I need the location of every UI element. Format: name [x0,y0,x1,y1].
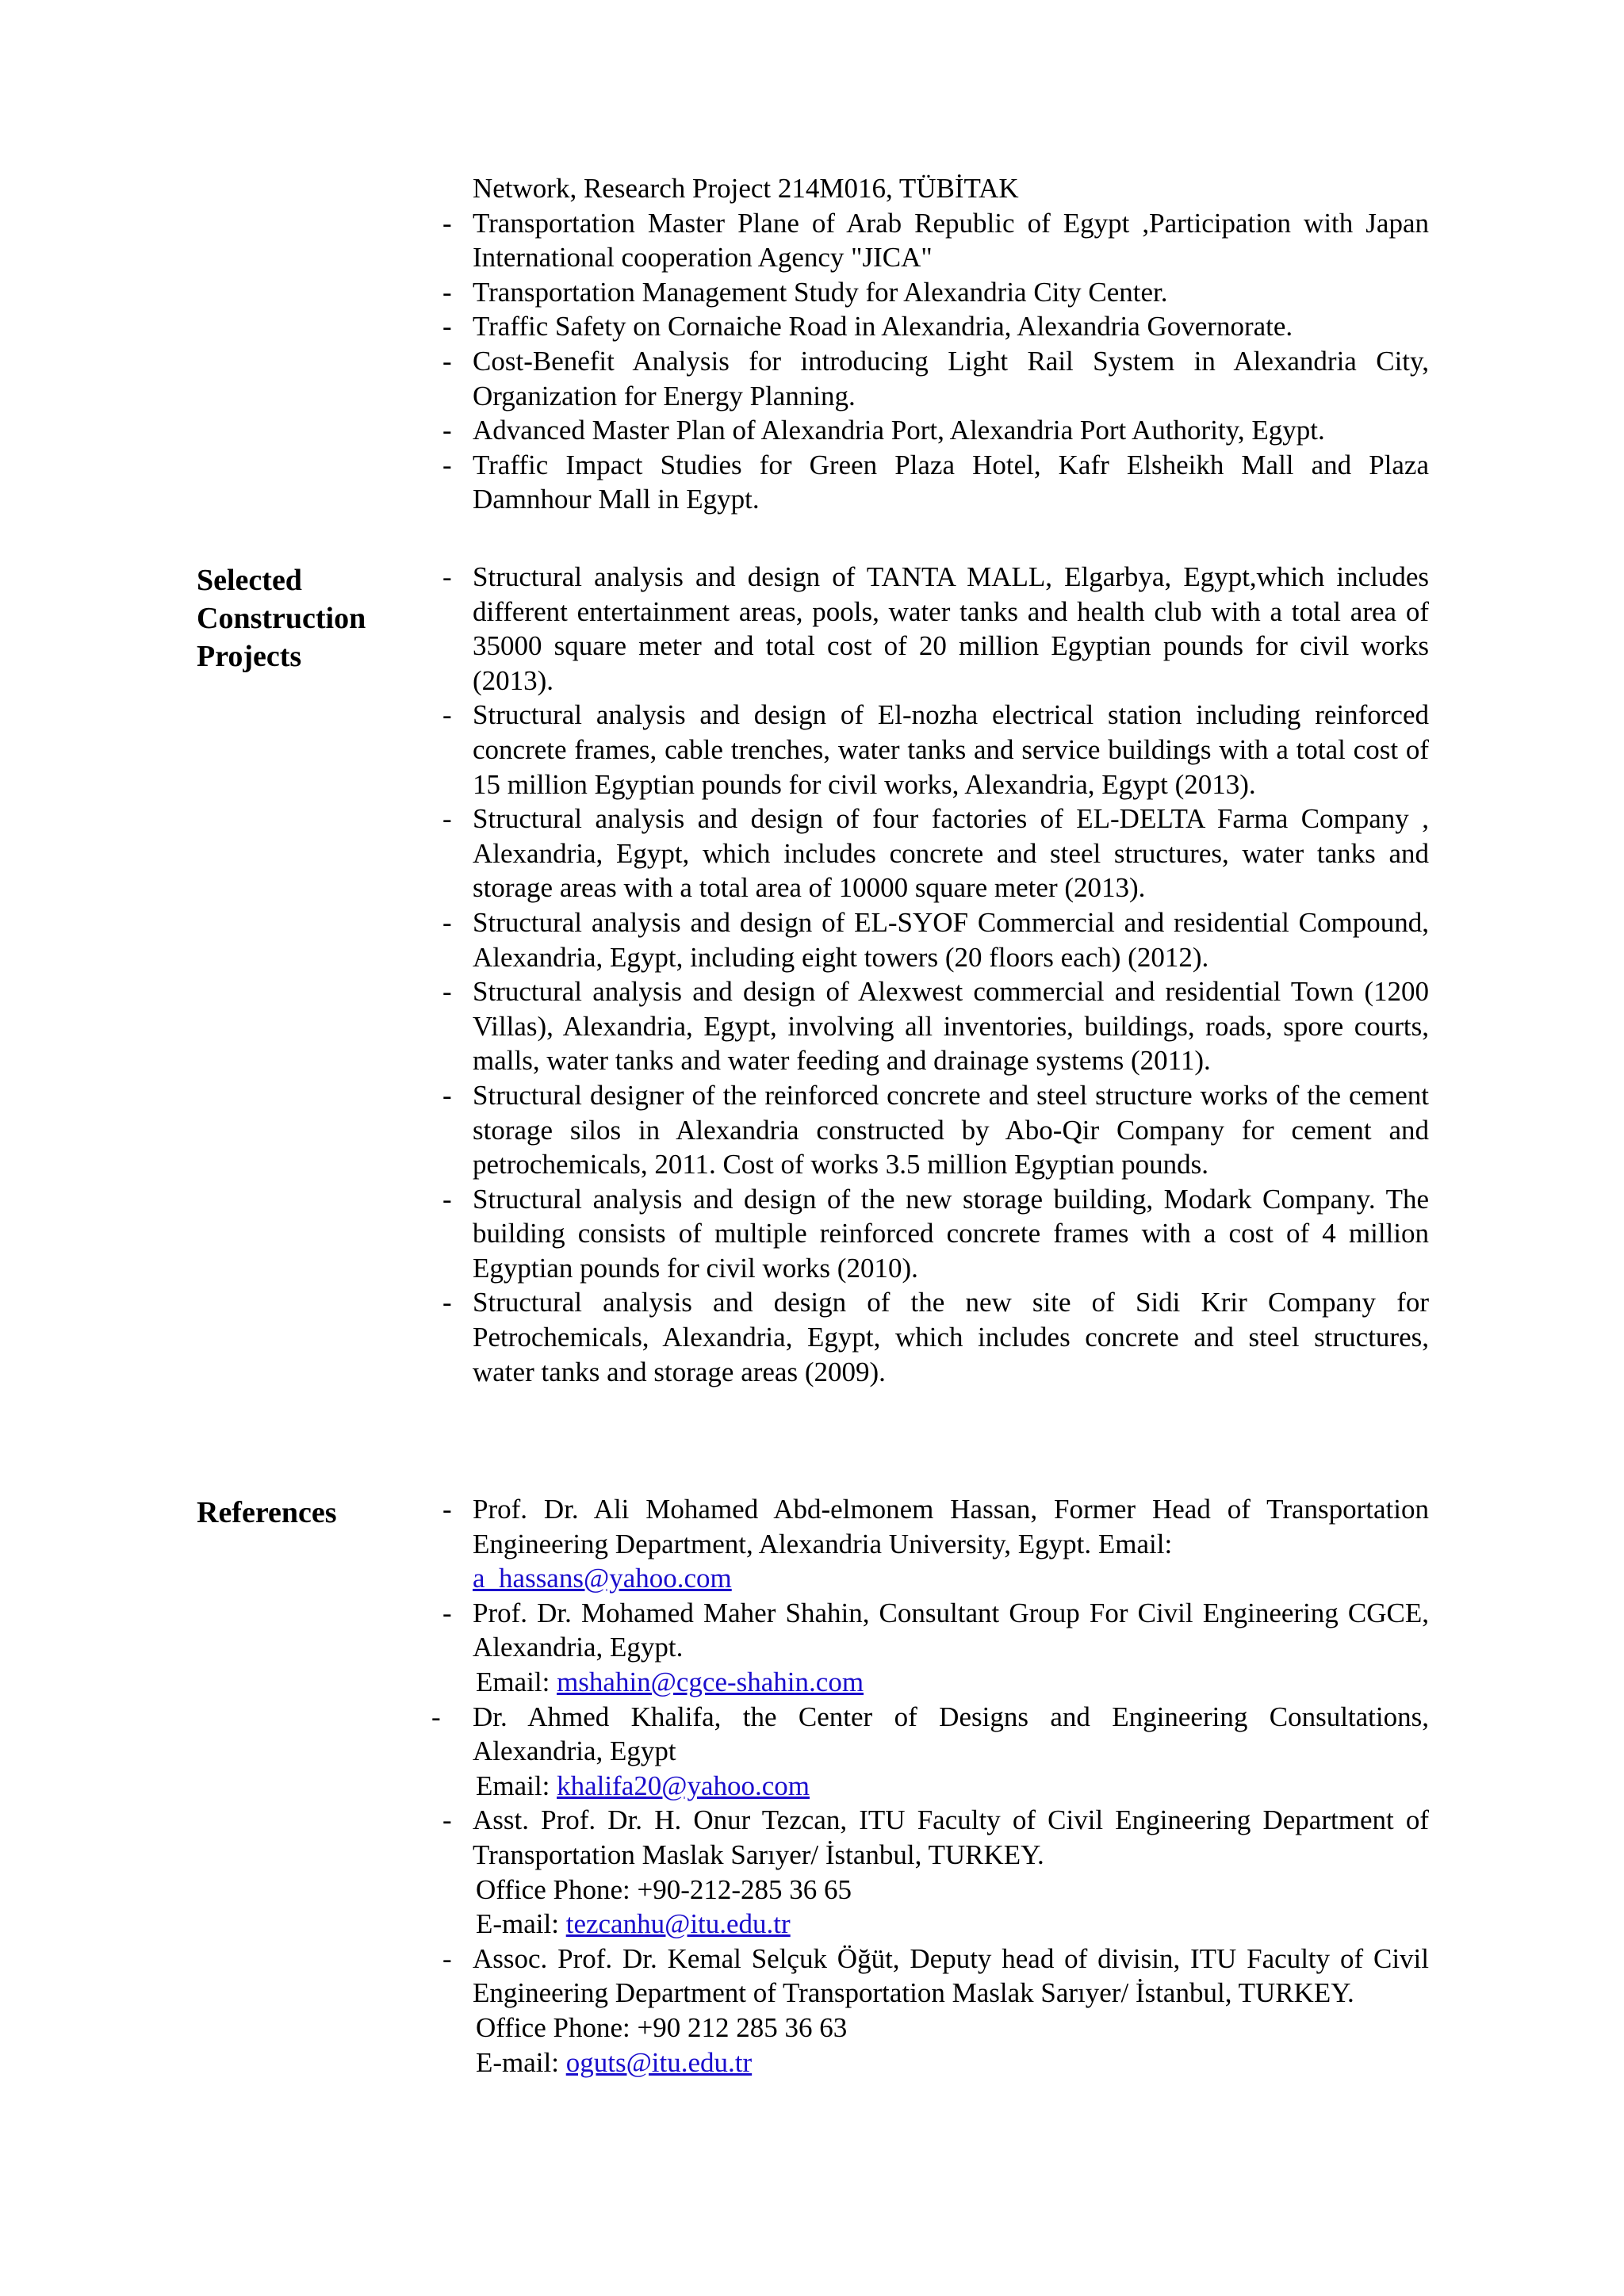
bullet-dash: - [442,276,452,308]
bullet-dash: - [442,1287,452,1318]
email-link[interactable]: oguts@itu.edu.tr [565,2046,753,2078]
list-item [441,905,1429,974]
section-title-line: Selected [197,564,302,597]
section-title [197,561,419,675]
reference-email-line [473,1561,1429,1596]
list-item [441,560,1429,698]
list-item [441,974,1429,1078]
bullet-dash: - [442,561,452,592]
bullet-dash: - [442,449,452,480]
bullet-dash: - [442,1804,452,1836]
project-text: Traffic Safety on Cornaiche Road in Alexandria, Alexandria Governorate. [473,311,1293,342]
email-label: Email: [476,1666,557,1697]
project-text: Structural analysis and design of four factories of EL-DELTA Farma Company , Alexandria, Egypt, which includes concrete and steel structures, water tanks and storage areas with a total area of 10000 square meter (2013). [473,803,1429,904]
bullet-dash: - [442,415,452,446]
list-item [441,309,1429,344]
list-item-continuation [441,171,1429,206]
project-text: Cost-Benefit Analysis for introducing Light Rail System in Alexandria City, Organization for Energy Planning. [473,345,1429,411]
reference-email-line [473,1769,1429,1804]
reference-text: Assoc. Prof. Dr. Kemal Selçuk Öğüt, Deputy head of divisin, ITU Faculty of Civil Engineering Department of Transportation Maslak Sarıyer/ İstanbul, TURKEY. [473,1942,1429,2009]
project-text: Structural analysis and design of the new storage building, Modark Company. The building consists of multiple reinforced concrete frames with a cost of 4 million Egyptian pounds for civil works (2010). [473,1183,1429,1284]
list-item [441,344,1429,413]
email-link[interactable]: a_hassans@yahoo.com [473,1563,732,1594]
bullet-dash: - [442,1079,452,1111]
bullet-dash: - [442,1494,452,1525]
reference-email-line [473,1665,1429,1700]
reference-item [431,1700,1429,1804]
list-item [441,1182,1429,1286]
references-list [431,1492,1429,2080]
project-text: Structural analysis and design of the new site of Sidi Krir Company for Petrochemicals, Alexandria, Egypt, which includes concrete and steel structures, water tanks and storage areas (2009). [473,1287,1429,1387]
section-title-line: Projects [197,640,302,673]
bullet-dash: - [431,1701,441,1732]
reference-text: Prof. Dr. Mohamed Maher Shahin, Consultant Group For Civil Engineering CGCE, Alexandria, Egypt. [473,1597,1429,1663]
email-label: Email: [476,1770,557,1801]
reference-text: Dr. Ahmed Khalifa, the Center of Designs and Engineering Consultations, Alexandria, Egypt [473,1701,1429,1767]
bullet-dash: - [442,699,452,731]
project-text: Structural designer of the reinforced concrete and steel structure works of the cement storage silos in Alexandria constructed by Abo-Qir Company for cement and petrochemicals, 2011. Cost of works 3.5 million Egyptian pounds. [473,1079,1429,1181]
list-item [441,698,1429,802]
email-label: E-mail: [476,2046,566,2078]
continuation-text: Network, Research Project 214M016, TÜBİTAK [473,173,1019,204]
list-item [441,413,1429,448]
list-item [441,206,1429,275]
project-text: Traffic Impact Studies for Green Plaza Hotel, Kafr Elsheikh Mall and Plaza Damnhour Mall in Egypt. [473,449,1429,515]
list-item [441,1285,1429,1389]
reference-email-line [473,2045,1429,2080]
email-link[interactable]: tezcanhu@itu.edu.tr [565,1908,791,1940]
list-item [441,275,1429,310]
project-text: Structural analysis and design of Alexwest commercial and residential Town (1200 Villas), Alexandria, Egypt, involving all inventories, buildings, roads, spore courts, malls, water tanks and water feeding and drainage systems (2011). [473,976,1429,1077]
email-link[interactable]: khalifa20@yahoo.com [557,1770,810,1801]
reference-item [441,1942,1429,2080]
project-text: Transportation Master Plane of Arab Republic of Egypt ,Participation with Japan International cooperation Agency "JICA" [473,207,1429,274]
project-text: Structural analysis and design of El-nozha electrical station including reinforced concrete frames, cable trenches, water tanks and service buildings with a total cost of 15 million Egyptian pounds for civil works, Alexandria, Egypt (2013). [473,699,1429,800]
project-text: Structural analysis and design of TANTA MALL, Elgarbya, Egypt,which includes different entertainment areas, pools, water tanks and health club with a total area of 35000 square meter and total cost of 20 million Egyptian pounds for civil works (2013). [473,561,1429,696]
bullet-dash: - [442,1183,452,1215]
reference-text: Asst. Prof. Dr. H. Onur Tezcan, ITU Faculty of Civil Engineering Department of Transportation Maslak Sarıyer/ İstanbul, TURKEY. [473,1804,1429,1870]
bullet-dash: - [442,976,452,1008]
reference-item [441,1492,1429,1596]
project-text: Advanced Master Plan of Alexandria Port, Alexandria Port Authority, Egypt. [473,415,1325,446]
bullet-dash: - [442,1942,452,1974]
project-text: Structural analysis and design of EL-SYOF Commercial and residential Compound, Alexandria, Egypt, including eight towers (20 floors each) (2012). [473,906,1429,973]
section-title-line: Construction [197,602,366,635]
list-item [441,1078,1429,1182]
reference-item [441,1596,1429,1700]
bullet-dash: - [442,207,452,239]
bullet-dash: - [442,1597,452,1628]
list-item [441,448,1429,517]
email-link[interactable]: mshahin@cgce-shahin.com [557,1666,864,1697]
construction-projects-list [441,560,1429,1389]
bullet-dash: - [442,311,452,342]
email-label: E-mail: [476,1908,566,1940]
reference-phone: Office Phone: +90-212-285 36 65 [476,1873,852,1905]
reference-item [441,1803,1429,1941]
bullet-dash: - [442,803,452,835]
bullet-dash: - [442,345,452,377]
reference-text: Prof. Dr. Ali Mohamed Abd-elmonem Hassan, Former Head of Transportation Engineering Department, Alexandria University, Egypt. Email: [473,1494,1429,1559]
section-title: References [197,1496,337,1529]
bullet-dash: - [442,906,452,938]
reference-email-line [473,1907,1429,1942]
list-item [441,802,1429,905]
research-projects-list [441,171,1429,517]
reference-phone: Office Phone: +90 212 285 36 63 [476,2011,848,2043]
project-text: Transportation Management Study for Alexandria City Center. [473,276,1168,308]
